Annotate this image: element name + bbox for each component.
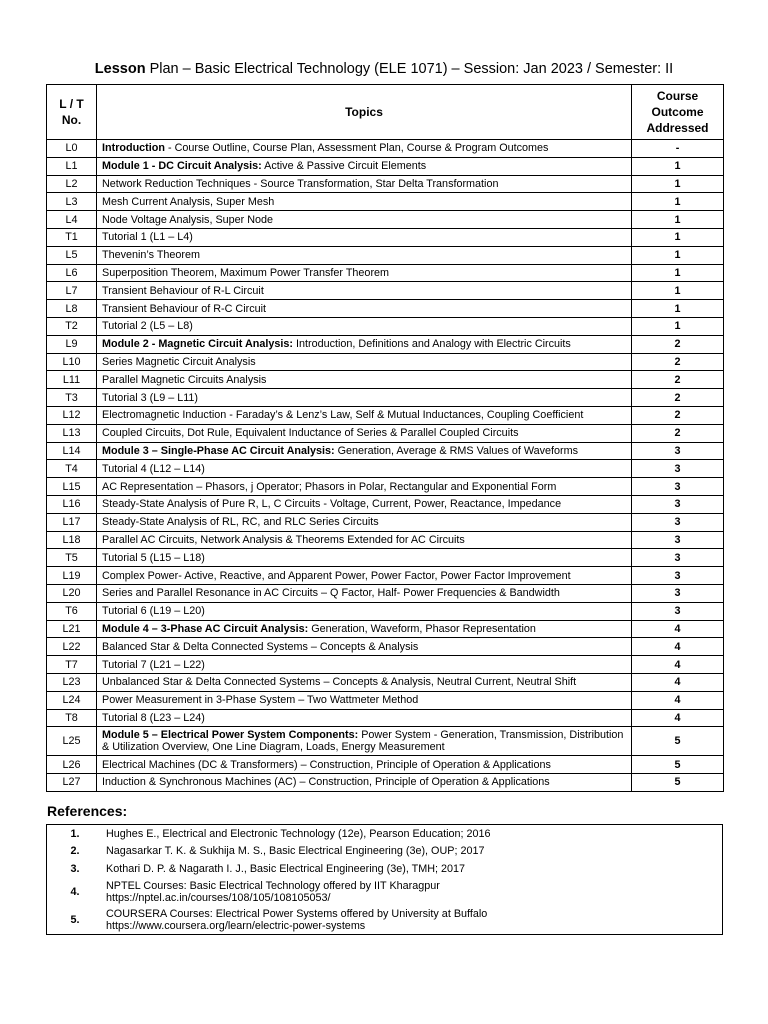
lesson-id: L5 — [47, 246, 97, 264]
lesson-topic — [97, 709, 632, 727]
lesson-topic — [97, 389, 632, 407]
topic-text: Electromagnetic Induction - Faraday’s & Lenz’s Law, Self & Mutual Inductances, Coupling Coefficient — [102, 409, 584, 422]
course-outcome: 3 — [632, 602, 724, 620]
reference-row — [47, 843, 723, 861]
header-course-outcome — [632, 85, 724, 140]
table-row — [47, 691, 724, 709]
topic-text: Tutorial 5 (L15 – L18) — [102, 551, 205, 564]
reference-line1: NPTEL Courses: Basic Electrical Technology offered by IIT Kharagpur — [106, 879, 440, 892]
topic-text: Tutorial 7 (L21 – L22) — [102, 658, 205, 671]
topic-text: AC Representation – Phasors, j Operator; Phasors in Polar, Rectangular and Exponential Form — [102, 480, 557, 493]
course-outcome: 3 — [632, 584, 724, 602]
lesson-id: T3 — [47, 389, 97, 407]
topic-text: Complex Power- Active, Reactive, and Apparent Power, Power Factor, Power Factor Improvement — [102, 569, 571, 582]
topic-text: Generation, Average & RMS Values of Waveforms — [334, 444, 579, 457]
topic-text: Tutorial 8 (L23 – L24) — [102, 711, 205, 724]
lesson-id: L20 — [47, 584, 97, 602]
course-outcome: 4 — [632, 656, 724, 674]
reference-number: 5. — [70, 913, 80, 926]
topic-text: Superposition Theorem, Maximum Power Transfer Theorem — [102, 266, 390, 279]
course-outcome: 1 — [632, 264, 724, 282]
topic-text: Tutorial 6 (L19 – L20) — [102, 605, 205, 618]
lesson-id: L9 — [47, 335, 97, 353]
lesson-id: T1 — [47, 228, 97, 246]
module-title: Module 5 – Electrical Power System Components: — [102, 729, 359, 742]
table-row — [47, 602, 724, 620]
reference-number: 4. — [70, 885, 80, 898]
table-row — [47, 638, 724, 656]
topic-text: Thevenin’s Theorem — [102, 249, 201, 262]
lesson-id: L21 — [47, 620, 97, 638]
table-row — [47, 193, 724, 211]
table-row — [47, 300, 724, 318]
reference-text — [103, 906, 723, 935]
lesson-id: L16 — [47, 495, 97, 513]
lesson-topic — [97, 193, 632, 211]
lesson-id: T2 — [47, 317, 97, 335]
course-outcome: 3 — [632, 549, 724, 567]
table-row — [47, 389, 724, 407]
lesson-topic — [97, 638, 632, 656]
reference-line1: Nagasarkar T. K. & Sukhija M. S., Basic Electrical Engineering (3e), OUP; 2017 — [106, 845, 485, 858]
topic-text: Series and Parallel Resonance in AC Circuits – Q Factor, Half- Power Frequencies & Bandwidth — [102, 587, 560, 600]
lesson-id: L19 — [47, 567, 97, 585]
course-outcome: - — [632, 140, 724, 158]
topic-text: Network Reduction Techniques - Source Transformation, Star Delta Transformation — [102, 177, 499, 190]
references-heading: References: — [47, 803, 128, 819]
reference-text — [103, 825, 723, 843]
table-row — [47, 371, 724, 389]
lesson-id: L12 — [47, 406, 97, 424]
course-outcome: 4 — [632, 620, 724, 638]
reference-row — [47, 825, 723, 843]
lesson-topic — [97, 513, 632, 531]
table-row — [47, 140, 724, 158]
course-outcome: 1 — [632, 175, 724, 193]
module-title: Introduction — [102, 142, 165, 155]
references-table — [46, 824, 723, 935]
course-outcome: 3 — [632, 442, 724, 460]
course-outcome: 3 — [632, 460, 724, 478]
course-outcome: 4 — [632, 691, 724, 709]
lesson-topic — [97, 620, 632, 638]
table-row — [47, 513, 724, 531]
lesson-topic — [97, 727, 632, 756]
table-header-row — [47, 85, 724, 140]
course-outcome: 3 — [632, 567, 724, 585]
lesson-topic — [97, 656, 632, 674]
course-outcome: 1 — [632, 228, 724, 246]
lesson-id: L4 — [47, 211, 97, 229]
lesson-topic — [97, 756, 632, 774]
lesson-plan-body — [47, 140, 724, 792]
lesson-topic — [97, 406, 632, 424]
lesson-topic — [97, 335, 632, 353]
header-lt-no — [47, 85, 97, 140]
header-topics: Topics — [97, 85, 632, 140]
header-co-line2: Outcome — [651, 105, 704, 119]
reference-row — [47, 878, 723, 906]
topic-text: Steady-State Analysis of RL, RC, and RLC Series Circuits — [102, 516, 379, 529]
topic-text: Tutorial 3 (L9 – L11) — [102, 391, 199, 404]
lesson-topic — [97, 140, 632, 158]
table-row — [47, 442, 724, 460]
title-lesson: Lesson — [94, 61, 146, 77]
lesson-id: T7 — [47, 656, 97, 674]
course-outcome: 2 — [632, 389, 724, 407]
reference-url: https://nptel.ac.in/courses/108/105/108105053/ — [106, 891, 331, 904]
header-co-line3: Addressed — [646, 121, 709, 135]
lesson-topic — [97, 175, 632, 193]
topic-text: Tutorial 2 (L5 – L8) — [102, 320, 193, 333]
topic-text: Balanced Star & Delta Connected Systems – Concepts & Analysis — [102, 640, 419, 653]
topic-text: Steady-State Analysis of Pure R, L, C Circuits - Voltage, Current, Power, Reactance, Impedance — [102, 498, 562, 511]
lesson-id: L27 — [47, 774, 97, 792]
topic-text: Transient Behaviour of R-C Circuit — [102, 302, 267, 315]
course-outcome: 1 — [632, 317, 724, 335]
topic-text: Active & Passive Circuit Elements — [261, 160, 427, 173]
table-row — [47, 756, 724, 774]
course-outcome: 3 — [632, 495, 724, 513]
course-outcome: 2 — [632, 424, 724, 442]
topic-text: Power Measurement in 3-Phase System – Two Wattmeter Method — [102, 694, 419, 707]
topic-text: Series Magnetic Circuit Analysis — [102, 355, 256, 368]
reference-row — [47, 906, 723, 935]
topic-text: Tutorial 1 (L1 – L4) — [102, 231, 193, 244]
table-row — [47, 335, 724, 353]
lesson-topic — [97, 691, 632, 709]
header-lt-line1: L / T — [59, 97, 84, 111]
reference-number: 1. — [70, 827, 80, 840]
lesson-topic — [97, 602, 632, 620]
lesson-topic — [97, 549, 632, 567]
lesson-id: L11 — [47, 371, 97, 389]
table-row — [47, 478, 724, 496]
table-row — [47, 620, 724, 638]
course-outcome: 2 — [632, 335, 724, 353]
topic-text: Mesh Current Analysis, Super Mesh — [102, 195, 275, 208]
page-title — [0, 61, 768, 77]
table-row — [47, 774, 724, 792]
lesson-id: L2 — [47, 175, 97, 193]
table-row — [47, 228, 724, 246]
table-row — [47, 353, 724, 371]
course-outcome: 5 — [632, 756, 724, 774]
course-outcome: 1 — [632, 282, 724, 300]
table-row — [47, 264, 724, 282]
lesson-id: L18 — [47, 531, 97, 549]
table-row — [47, 727, 724, 756]
lesson-id: L17 — [47, 513, 97, 531]
topic-text: Electrical Machines (DC & Transformers) – Construction, Principle of Operation & Applications — [102, 758, 551, 771]
reference-number: 3. — [70, 862, 80, 875]
course-outcome: 4 — [632, 673, 724, 691]
lesson-id: L6 — [47, 264, 97, 282]
topic-text: Unbalanced Star & Delta Connected Systems – Concepts & Analysis, Neutral Current, Neutral Shift — [102, 676, 577, 689]
topic-text: Generation, Waveform, Phasor Representation — [308, 622, 536, 635]
lesson-topic — [97, 211, 632, 229]
table-row — [47, 495, 724, 513]
topic-text: Node Voltage Analysis, Super Node — [102, 213, 274, 226]
table-row — [47, 175, 724, 193]
lesson-topic — [97, 478, 632, 496]
title-text: Plan – Basic Electrical Technology (ELE 1071) – Session: Jan 2023 / Semester: II — [145, 61, 674, 77]
course-outcome: 4 — [632, 638, 724, 656]
lesson-topic — [97, 300, 632, 318]
module-title: Module 2 - Magnetic Circuit Analysis: — [102, 338, 293, 351]
course-outcome: 1 — [632, 246, 724, 264]
course-outcome: 2 — [632, 353, 724, 371]
reference-text — [103, 878, 723, 906]
course-outcome: 2 — [632, 406, 724, 424]
lesson-id: T6 — [47, 602, 97, 620]
lesson-topic — [97, 282, 632, 300]
lesson-topic — [97, 424, 632, 442]
lesson-topic — [97, 673, 632, 691]
topic-text: Induction & Synchronous Machines (AC) – Construction, Principle of Operation & Applications — [102, 776, 550, 789]
topic-text: - Course Outline, Course Plan, Assessment Plan, Course & Program Outcomes — [164, 142, 549, 155]
lesson-topic — [97, 371, 632, 389]
lesson-topic — [97, 157, 632, 175]
module-title: Module 4 – 3-Phase AC Circuit Analysis: — [102, 622, 309, 635]
lesson-topic — [97, 353, 632, 371]
reference-text — [103, 860, 723, 878]
course-outcome: 3 — [632, 513, 724, 531]
lesson-topic — [97, 264, 632, 282]
course-outcome: 1 — [632, 300, 724, 318]
module-title: Module 1 - DC Circuit Analysis: — [102, 160, 262, 173]
table-row — [47, 406, 724, 424]
reference-line1: COURSERA Courses: Electrical Power Systems offered by University at Buffalo — [106, 907, 488, 920]
topic-text: Parallel AC Circuits, Network Analysis & Theorems Extended for AC Circuits — [102, 533, 465, 546]
table-row — [47, 211, 724, 229]
lesson-id: T5 — [47, 549, 97, 567]
topic-text: Introduction, Definitions and Analogy with Electric Circuits — [292, 338, 571, 351]
table-row — [47, 282, 724, 300]
lesson-id: L8 — [47, 300, 97, 318]
reference-text — [103, 843, 723, 861]
lesson-id: L22 — [47, 638, 97, 656]
module-title: Module 3 – Single-Phase AC Circuit Analysis: — [102, 444, 335, 457]
lesson-id: L23 — [47, 673, 97, 691]
lesson-id: L0 — [47, 140, 97, 158]
reference-row — [47, 860, 723, 878]
lesson-topic — [97, 567, 632, 585]
course-outcome: 5 — [632, 774, 724, 792]
lesson-topic — [97, 584, 632, 602]
lesson-plan-table — [46, 84, 724, 792]
lesson-topic — [97, 246, 632, 264]
reference-line1: Kothari D. P. & Nagarath I. J., Basic Electrical Engineering (3e), TMH; 2017 — [106, 862, 466, 875]
header-co-line1: Course — [656, 89, 699, 103]
lesson-topic — [97, 774, 632, 792]
lesson-id: L13 — [47, 424, 97, 442]
course-outcome: 1 — [632, 211, 724, 229]
lesson-id: L10 — [47, 353, 97, 371]
table-row — [47, 157, 724, 175]
table-row — [47, 317, 724, 335]
table-row — [47, 709, 724, 727]
table-row — [47, 246, 724, 264]
course-outcome: 4 — [632, 709, 724, 727]
topic-text: Parallel Magnetic Circuits Analysis — [102, 373, 267, 386]
references-body — [47, 825, 723, 935]
lesson-id: T4 — [47, 460, 97, 478]
lesson-topic — [97, 228, 632, 246]
table-row — [47, 567, 724, 585]
lesson-id: L25 — [47, 727, 97, 756]
course-outcome: 5 — [632, 727, 724, 756]
lesson-id: L1 — [47, 157, 97, 175]
table-row — [47, 531, 724, 549]
topic-text: Transient Behaviour of R-L Circuit — [102, 284, 264, 297]
header-lt-line2: No. — [61, 113, 82, 127]
lesson-topic — [97, 460, 632, 478]
course-outcome: 1 — [632, 193, 724, 211]
topic-text: Power System - Generation, Transmission, Distribution & Utilization Overview, One Line Diagram, Loads, Energy Measurement — [102, 729, 624, 754]
course-outcome: 3 — [632, 531, 724, 549]
lesson-topic — [97, 495, 632, 513]
lesson-topic — [97, 531, 632, 549]
course-outcome: 3 — [632, 478, 724, 496]
lesson-topic — [97, 442, 632, 460]
reference-url: https://www.coursera.org/learn/electric-power-systems — [106, 919, 366, 932]
lesson-id: L14 — [47, 442, 97, 460]
lesson-topic — [97, 317, 632, 335]
table-row — [47, 584, 724, 602]
table-row — [47, 460, 724, 478]
topic-text: Tutorial 4 (L12 – L14) — [102, 462, 205, 475]
reference-line1: Hughes E., Electrical and Electronic Technology (12e), Pearson Education; 2016 — [106, 827, 491, 840]
lesson-id: L3 — [47, 193, 97, 211]
lesson-id: L7 — [47, 282, 97, 300]
lesson-id: L26 — [47, 756, 97, 774]
table-row — [47, 656, 724, 674]
lesson-id: T8 — [47, 709, 97, 727]
lesson-id: L15 — [47, 478, 97, 496]
table-row — [47, 424, 724, 442]
topic-text: Coupled Circuits, Dot Rule, Equivalent Inductance of Series & Parallel Coupled Circuits — [102, 427, 519, 440]
reference-number: 2. — [70, 845, 80, 858]
table-row — [47, 549, 724, 567]
course-outcome: 1 — [632, 157, 724, 175]
course-outcome: 2 — [632, 371, 724, 389]
table-row — [47, 673, 724, 691]
lesson-id: L24 — [47, 691, 97, 709]
